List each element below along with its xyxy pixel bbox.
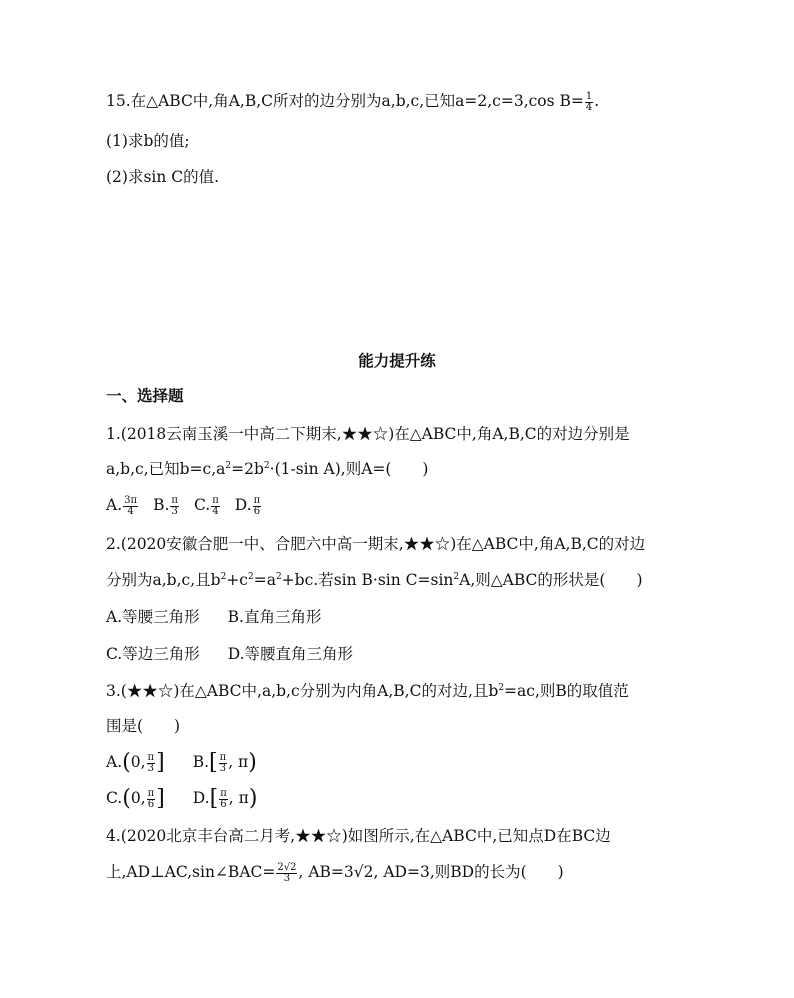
q3-option-b-left: [ — [209, 750, 218, 775]
subsection-title: 一、选择题 — [106, 387, 184, 405]
q3-option-b-num: π — [219, 751, 227, 763]
q1-line2 — [106, 459, 428, 479]
q3-line1a: 3.(★★☆)在△ABC中,a,b,c分别为内角A,B,C的对边,且b — [106, 682, 499, 700]
q15-end: . — [594, 92, 600, 110]
q2-options-row1 — [106, 607, 321, 627]
q3-option-b-den: 3 — [219, 762, 227, 774]
q1-option-d-num: π — [253, 494, 261, 506]
q1-option-a-frac — [123, 496, 138, 517]
q3-option-d-hi: , π — [228, 789, 249, 807]
q2-sup1: 2 — [220, 571, 227, 582]
q4-line2a: 上,AD⊥AC,sin∠BAC= — [106, 863, 276, 881]
q1-option-a-num: 3π — [124, 494, 138, 506]
q2-line1: 2.(2020安徽合肥一中、合肥六中高一期末,★★☆)在△ABC中,角A,B,C的对边 — [106, 535, 646, 553]
q3-option-d — [192, 786, 258, 811]
q1-option-b-den: 3 — [171, 505, 178, 517]
q1-option-c — [194, 495, 221, 517]
q1-option-b-label: B. — [153, 496, 170, 514]
q3-option-b-right: ) — [248, 750, 257, 775]
q3-option-b-hi: , π — [228, 753, 249, 771]
q3-option-b-frac — [219, 753, 228, 774]
q1-line2c: ·(1-sin A),则A=( ) — [269, 460, 429, 478]
q1-option-b — [153, 495, 180, 517]
q3-option-a-frac — [147, 753, 156, 774]
q2-sup2: 2 — [247, 571, 254, 582]
q3-option-d-left: [ — [209, 786, 219, 811]
q3-option-d-label: D. — [192, 789, 210, 807]
q3-option-d-den: 6 — [220, 798, 227, 810]
q1-option-a-label: A. — [106, 496, 123, 514]
q3-options-row1 — [106, 752, 257, 774]
q1-option-d-den: 6 — [253, 505, 261, 517]
q2-line2b: +c — [226, 571, 248, 589]
q3-option-c-num: π — [147, 787, 155, 799]
q1-line2b: =2b — [231, 460, 264, 478]
q1-option-c-num: π — [212, 494, 219, 506]
q3-option-b — [192, 750, 257, 775]
q3-option-a-left: ( — [122, 750, 131, 775]
q15-stem-text: 15.在△ABC中,角A,B,C所对的边分别为a,b,c,已知a=2,c=3,cos B= — [106, 92, 584, 110]
q1-option-b-frac — [170, 496, 179, 517]
q3-option-c-den: 6 — [147, 798, 155, 810]
q2-option-a: A.等腰三角形 — [106, 608, 200, 626]
q3-line1b: =ac,则B的取值范 — [504, 682, 629, 700]
q2-option-c: C.等边三角形 — [106, 645, 200, 663]
q2-line2e: A,则△ABC的形状是( ) — [459, 571, 643, 589]
q2-option-b: B.直角三角形 — [227, 608, 322, 626]
q3-option-c-frac — [147, 789, 156, 810]
q3-line2: 围是( ) — [106, 717, 181, 735]
q1-option-d-label: D. — [234, 496, 252, 514]
q3-line1 — [106, 681, 629, 701]
q15-fraction — [585, 92, 593, 113]
q3-option-c — [106, 786, 165, 811]
q1-option-d-frac — [253, 496, 262, 517]
q3-option-d-num: π — [220, 787, 227, 799]
q4-frac-den: 3 — [283, 872, 291, 884]
q3-option-c-label: C. — [106, 789, 123, 807]
q1-option-d — [235, 495, 262, 517]
q2-sup3: 2 — [275, 571, 282, 582]
q1-option-b-num: π — [171, 494, 178, 506]
q15-part2: (2)求sin C的值. — [106, 168, 220, 186]
q15-stem — [106, 91, 599, 113]
q2-options-row2 — [106, 644, 353, 664]
q4-line2b: , AB=3√2, AD=3,则BD的长为( ) — [298, 863, 564, 881]
q3-option-c-right: ] — [156, 786, 165, 811]
q3-option-a — [106, 750, 165, 775]
q2-option-d: D.等腰直角三角形 — [227, 645, 354, 663]
q4-line2 — [106, 862, 564, 884]
q1-sup1: 2 — [225, 460, 232, 471]
q3-option-a-label: A. — [106, 753, 123, 771]
q15-frac-num: 1 — [585, 90, 593, 102]
q3-option-c-lo: 0, — [130, 789, 146, 807]
q1-line1: 1.(2018云南玉溪一中高二下期末,★★☆)在△ABC中,角A,B,C的对边分别是 — [106, 425, 630, 443]
q3-option-a-num: π — [147, 751, 155, 763]
q1-options — [106, 495, 276, 517]
q4-fraction — [276, 863, 297, 884]
q1-option-a-den: 4 — [127, 505, 134, 517]
q4-line1: 4.(2020北京丰台高二月考,★★☆)如图所示,在△ABC中,已知点D在BC边 — [106, 827, 611, 845]
q3-options-row2 — [106, 788, 257, 810]
q3-option-b-label: B. — [192, 753, 210, 771]
q3-option-a-right: ] — [156, 750, 165, 775]
q3-option-c-left: ( — [122, 786, 131, 811]
q1-line2a: a,b,c,已知b=c,a — [106, 460, 226, 478]
q15-part1: (1)求b的值; — [106, 132, 190, 150]
q3-sup1: 2 — [498, 682, 505, 693]
q4-frac-num: 2√2 — [277, 861, 297, 873]
q1-option-a — [106, 495, 139, 517]
q2-line2c: =a — [253, 571, 276, 589]
section-title: 能力提升练 — [358, 352, 436, 370]
q15-frac-den: 4 — [585, 101, 593, 113]
q3-option-a-den: 3 — [147, 762, 154, 774]
q3-option-a-lo: 0, — [130, 753, 146, 771]
q2-line2d: +bc.若sin B·sin C=sin — [281, 571, 454, 589]
q1-option-c-frac — [211, 496, 220, 517]
q2-line2a: 分别为a,b,c,且b — [106, 571, 221, 589]
q2-sup4: 2 — [453, 571, 460, 582]
q3-option-d-right: ) — [248, 786, 258, 811]
q1-sup2: 2 — [263, 460, 270, 471]
q2-line2 — [106, 570, 643, 590]
q3-option-d-frac — [219, 789, 228, 810]
q1-option-c-den: 4 — [212, 505, 219, 517]
q1-option-c-label: C. — [193, 496, 211, 514]
